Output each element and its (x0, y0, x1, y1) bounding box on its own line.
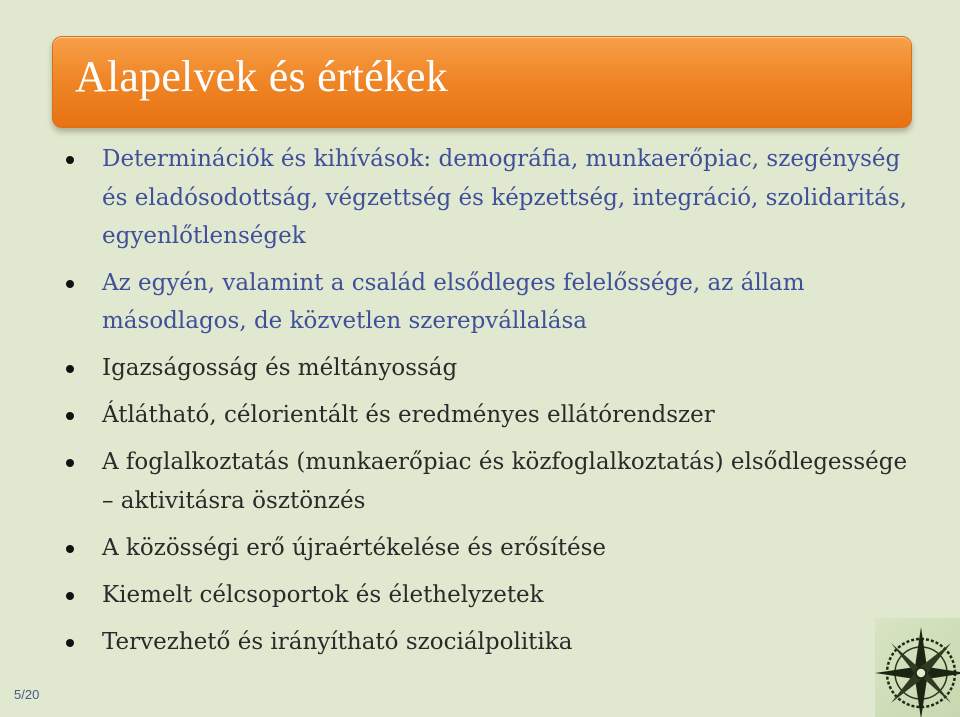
bullet-item (60, 396, 910, 435)
compass-icon (875, 618, 960, 717)
bullet-icon (66, 280, 74, 288)
bullet-text: A foglalkoztatás (munkaerőpiac és közfoglalkoztatás) elsődlegessége – aktivitásra ösztönzés (102, 448, 908, 514)
bullet-item (60, 576, 910, 615)
bullet-icon (66, 592, 74, 600)
bullet-icon (66, 365, 74, 373)
bullet-item (60, 349, 910, 388)
bullet-item (60, 529, 910, 568)
slide-title: Alapelvek és értékek (75, 52, 448, 101)
bullet-icon (66, 156, 74, 164)
bullet-icon (66, 545, 74, 553)
bullet-icon (66, 412, 74, 420)
bullet-text: Az egyén, valamint a család elsődleges felelőssége, az állam másodlagos, de közvetlen szerepvállalása (102, 269, 805, 334)
page-number: 5/20 (14, 687, 40, 702)
compass-decoration (875, 618, 960, 717)
bullet-item (60, 443, 910, 521)
bullet-text: Determinációk és kihívások: demográfia, munkaerőpiac, szegénység és eladósodottság, végzettség és képzettség, integráció, szolidaritás, egyenlőtlenségek (102, 146, 907, 249)
bullet-text: A közösségi erő újraértékelése és erősítése (102, 534, 607, 561)
bullet-icon (66, 639, 74, 647)
bullet-item (60, 140, 910, 256)
bullet-text: Kiemelt célcsoportok és élethelyzetek (102, 581, 544, 608)
bullet-icon (66, 459, 74, 467)
bullet-item (60, 623, 910, 662)
bullet-text: Átlátható, célorientált és eredményes ellátórendszer (102, 401, 715, 428)
bullet-text: Igazságosság és méltányosság (102, 354, 458, 381)
bullet-list (60, 140, 910, 670)
title-banner (52, 36, 912, 128)
bullet-item (60, 264, 910, 341)
bullet-text: Tervezhető és irányítható szociálpolitika (102, 628, 573, 655)
